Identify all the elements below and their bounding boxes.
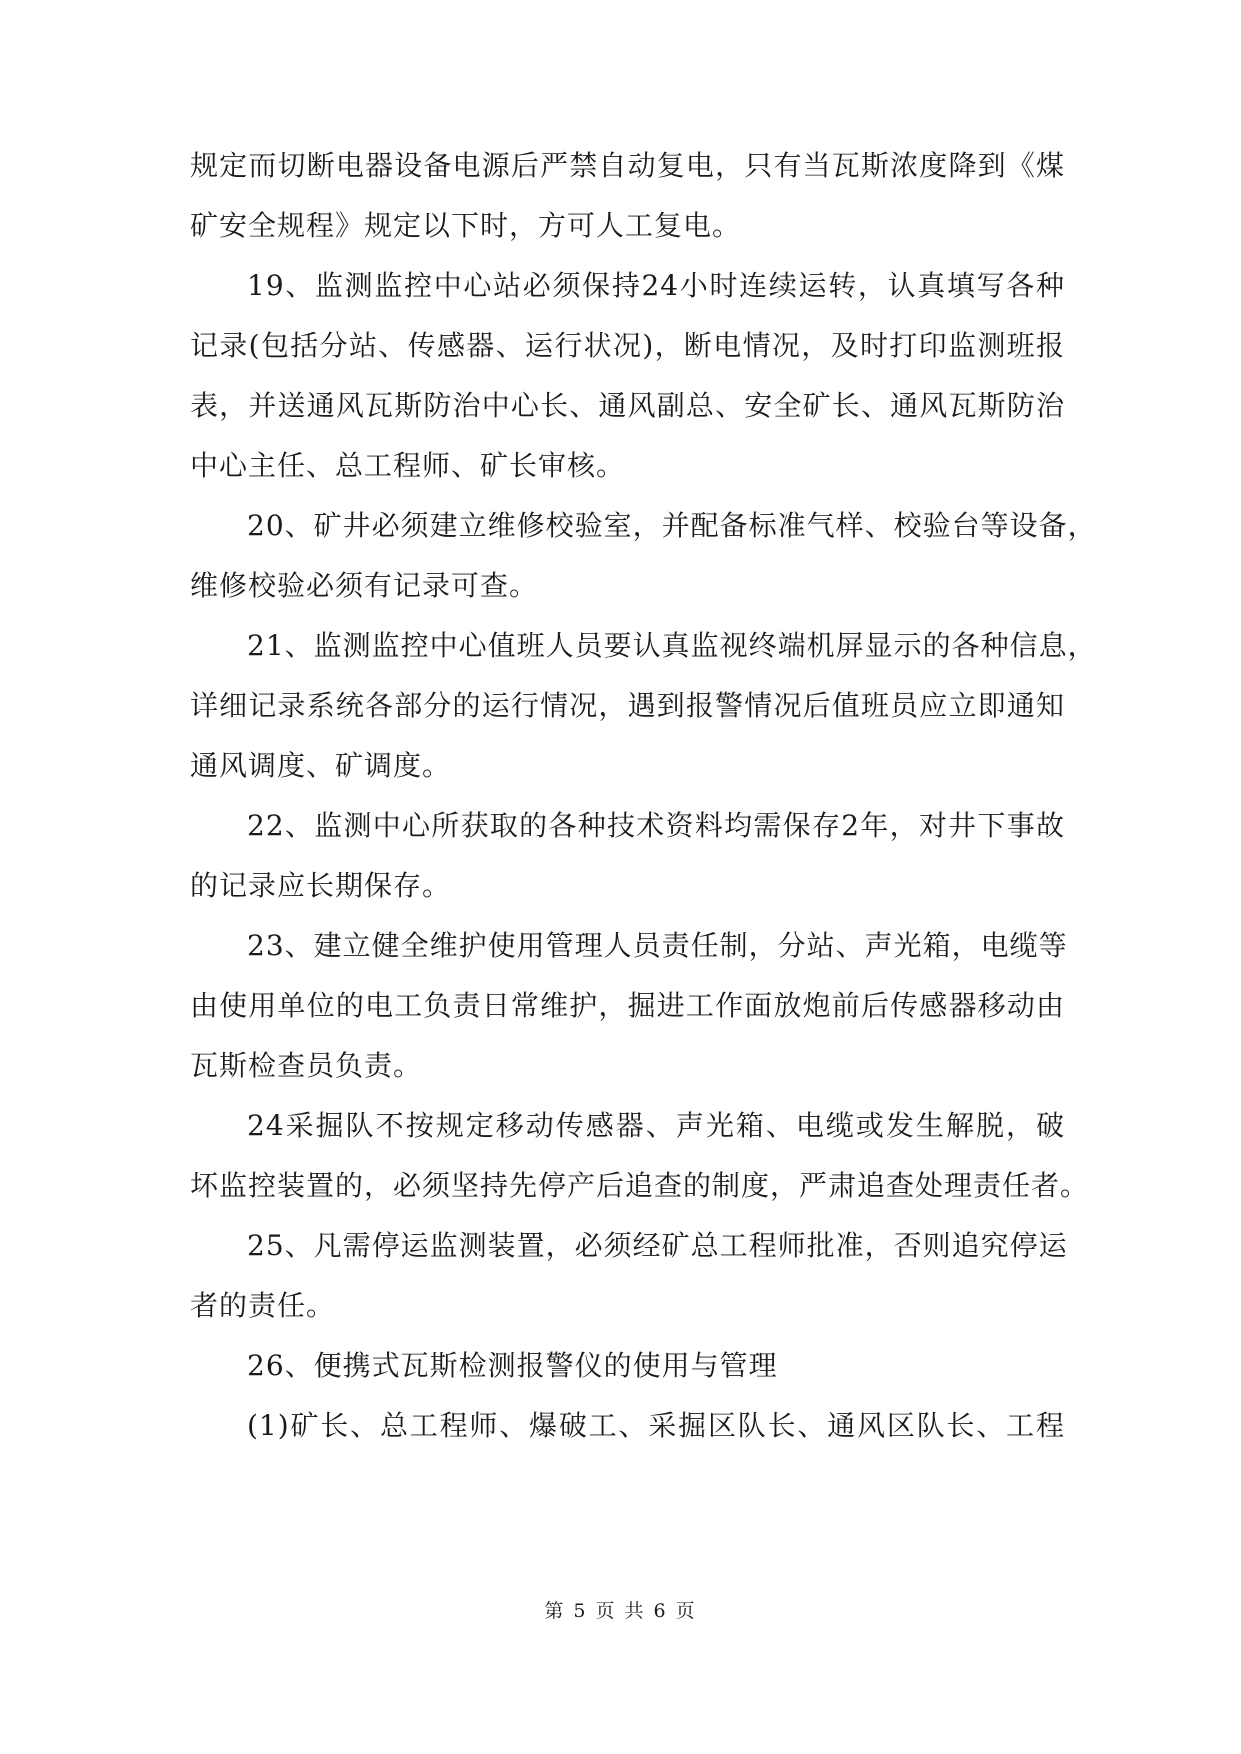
text-line: 通风调度、矿调度。 bbox=[190, 749, 452, 782]
text-line: 记录(包括分站、传感器、运行状况)，断电情况，及时打印监测班报 bbox=[190, 329, 1065, 362]
text-line: 由使用单位的电工负责日常维护，掘进工作面放炮前后传感器移动由 bbox=[190, 989, 1065, 1022]
text-line: 维修校验必须有记录可查。 bbox=[190, 569, 539, 602]
text-line: 的记录应长期保存。 bbox=[190, 869, 452, 902]
text-line: 表，并送通风瓦斯防治中心长、通风副总、安全矿长、通风瓦斯防治 bbox=[190, 389, 1065, 422]
text-line: 中心主任、总工程师、矿长审核。 bbox=[190, 449, 626, 482]
text-line: 24采掘队不按规定移动传感器、声光箱、电缆或发生解脱，破 bbox=[247, 1109, 1065, 1142]
text-line: 20、矿井必须建立维修校验室，并配备标准气样、校验台等设备， bbox=[247, 509, 1097, 542]
text-line: 详细记录系统各部分的运行情况，遇到报警情况后值班员应立即通知 bbox=[190, 689, 1065, 722]
text-line: 25、凡需停运监测装置，必须经矿总工程师批准，否则追究停运 bbox=[247, 1229, 1068, 1262]
text-line: 矿安全规程》规定以下时，方可人工复电。 bbox=[190, 209, 742, 242]
text-line: 21、监测监控中心值班人员要认真监视终端机屏显示的各种信息， bbox=[247, 629, 1097, 662]
text-line: 瓦斯检查员负责。 bbox=[190, 1049, 423, 1082]
text-line: 26、便携式瓦斯检测报警仪的使用与管理 bbox=[247, 1349, 778, 1382]
text-line: 规定而切断电器设备电源后严禁自动复电，只有当瓦斯浓度降到《煤 bbox=[190, 149, 1065, 182]
text-line: 者的责任。 bbox=[190, 1289, 336, 1322]
text-line: 22、监测中心所获取的各种技术资料均需保存2年，对井下事故 bbox=[247, 809, 1065, 842]
text-line: 23、建立健全维护使用管理人员责任制，分站、声光箱，电缆等 bbox=[247, 929, 1068, 962]
page-footer: 第 5 页 共 6 页 bbox=[544, 1600, 697, 1622]
text-line: 坏监控装置的，必须坚持先停产后追查的制度，严肃追查处理责任者。 bbox=[190, 1169, 1090, 1202]
text-line: 19、监测监控中心站必须保持24小时连续运转，认真填写各种 bbox=[247, 269, 1065, 302]
text-line: (1)矿长、总工程师、爆破工、采掘区队长、通风区队长、工程 bbox=[247, 1409, 1065, 1442]
